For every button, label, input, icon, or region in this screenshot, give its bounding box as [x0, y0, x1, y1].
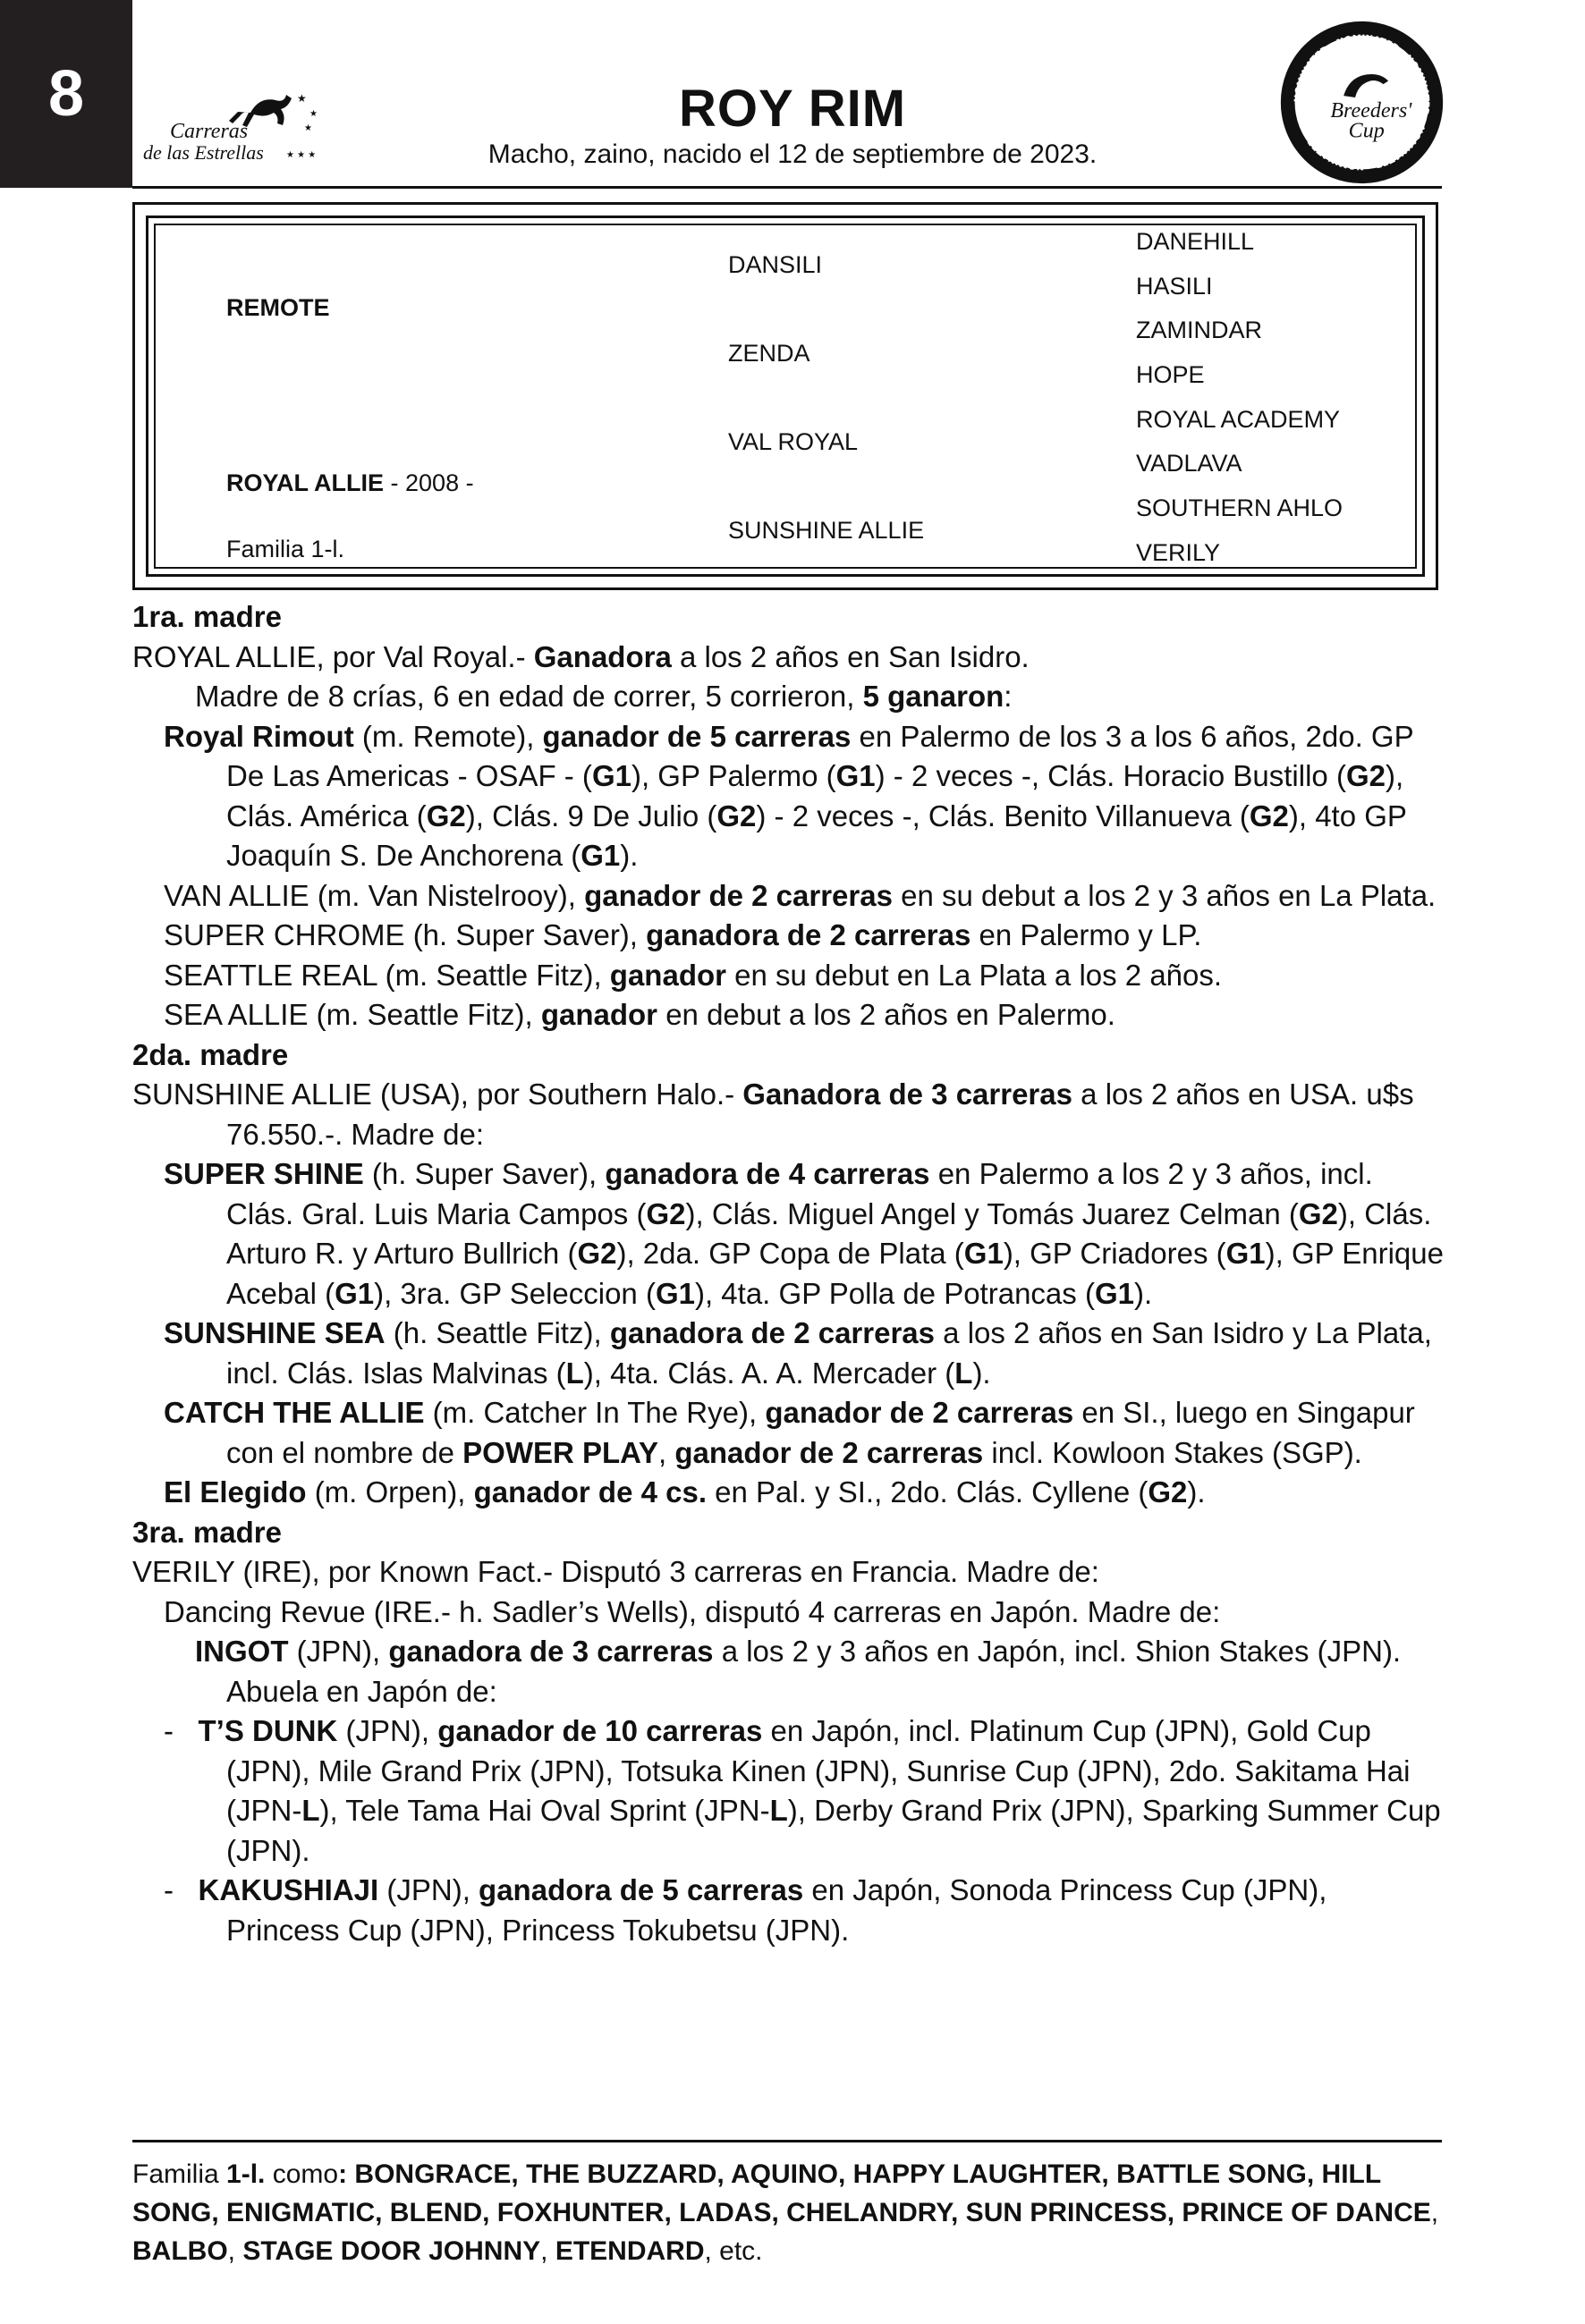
pedigree-dam-year: - 2008 - — [384, 469, 474, 496]
pedigree-dam-line — [226, 469, 474, 497]
family-text — [132, 597, 1447, 1950]
third-dam-heading: 3ra. madre — [132, 1515, 282, 1549]
pedigree-dam: ROYAL ALLIE — [226, 469, 385, 496]
logo-text-cup: Cup — [1348, 119, 1385, 143]
family-footer: Familia 1-l. como: BONGRACE, THE BUZZARD, AQUINO, HAPPY LAUGHTER, BATTLE SONG, HILL SONG, ENIGMATIC, BLEND, FOXHUNTER, LADAS, CHELANDRY, SUN PRINCESS, PRINCE OF DANCE, BALBO, STAGE DOOR JOHNNY, ETENDARD, etc. — [132, 2159, 1439, 2266]
produce-entry: SUPER SHINE (h. Super Saver), ganadora de 4 carreras en Palermo a los 2 y 3 años, incl. Clás. Gral. Luis Maria Campos (G2), Clás. Miguel Angel y Tomás Juarez Celman (G2), Clás. Arturo R. y Arturo Bullrich (G2), 2da. GP Copa de Plata (G1), GP Criadores (G1), GP Enrique Acebal (G1), 3ra. GP Seleccion (G1), 4ta. GP Polla de Potrancas (G1). — [164, 1157, 1444, 1310]
produce-entry: Dancing Revue (IRE.- h. Sadler’s Wells), disputó 4 carreras en Japón. Madre de: — [164, 1594, 1221, 1628]
produce-entry: SUPER CHROME (h. Super Saver), ganadora de 2 carreras en Palermo y LP. — [164, 918, 1202, 951]
pedigree-sire-sire: DANSILI — [728, 251, 823, 278]
produce-entry: VAN ALLIE (m. Van Nistelrooy), ganador de 2 carreras en su debut a los 2 y 3 años en La Plata. — [164, 878, 1437, 912]
pedigree-dam-sire: VAL ROYAL — [728, 428, 859, 455]
pedigree-gen3-item: VADLAVA — [1136, 450, 1242, 477]
pedigree-family: Familia 1-l. — [226, 536, 345, 562]
logo-text-breeders: Breeders' — [1330, 99, 1412, 123]
produce-entry: CATCH THE ALLIE (m. Catcher In The Rye), ganador de 2 carreras en SI., luego en Singapur con el nombre de POWER PLAY, ganador de 2 carreras incl. Kowloon Stakes (SGP). — [164, 1396, 1415, 1469]
logo-text-estrellas: de las Estrellas — [143, 141, 264, 164]
produce-entry: INGOT (JPN), ganadora de 3 carreras a los 2 y 3 años en Japón, incl. Shion Stakes (JPN). Abuela en Japón de: — [195, 1635, 1402, 1708]
first-dam-produce: Madre de 8 crías, 6 en edad de correr, 5 corrieron, 5 ganaron: — [195, 680, 1013, 713]
produce-entry: El Elegido (m. Orpen), ganador de 4 cs. en Pal. y SI., 2do. Clás. Cyllene (G2). — [164, 1475, 1206, 1508]
produce-entry: SEATTLE REAL (m. Seattle Fitz), ganador en su debut en La Plata a los 2 años. — [164, 958, 1223, 992]
produce-entry: SEA ALLIE (m. Seattle Fitz), ganador en debut a los 2 años en Palermo. — [164, 998, 1115, 1031]
pedigree-table — [132, 202, 1438, 590]
pedigree-gen3-item: VERILY — [1136, 539, 1221, 566]
svg-text:★: ★ — [304, 123, 312, 133]
pedigree-gen3-item: DANEHILL — [1136, 228, 1255, 255]
top-divider — [132, 186, 1442, 189]
lot-number: 8 — [47, 58, 85, 130]
produce-entry: - T’S DUNK (JPN), ganador de 10 carreras en Japón, incl. Platinum Cup (JPN), Gold Cup (JPN), Mile Grand Prix (JPN), Totsuka Kinen (JPN), Sunrise Cup (JPN), 2do. Sakitama Hai (JPN-L), Tele Tama Hai Oval Sprint (JPN-L), Derby Grand Prix (JPN), Sparking Summer Cup (JPN). — [164, 1714, 1441, 1867]
pedigree-sire-dam: ZENDA — [728, 340, 810, 367]
bottom-divider — [132, 2140, 1442, 2142]
second-dam-intro: SUNSHINE ALLIE (USA), por Southern Halo.- Ganadora de 3 carreras a los 2 años en USA. u$s 76.550.-. Madre de: — [132, 1077, 1414, 1151]
svg-text:★: ★ — [309, 109, 318, 119]
produce-entry: Royal Rimout (m. Remote), ganador de 5 carreras en Palermo de los 3 a los 6 años, 2do. GP De Las Americas - OSAF - (G1), GP Palermo (G1) - 2 veces -, Clás. Horacio Bustillo (G2), Clás. América (G2), Clás. 9 De Julio (G2) - 2 veces -, Clás. Benito Villanueva (G2), 4to GP Joaquín S. De Anchorena (G1). — [164, 719, 1414, 872]
pedigree-dam-dam: SUNSHINE ALLIE — [728, 517, 925, 544]
first-dam-intro: ROYAL ALLIE, por Val Royal.- Ganadora a los 2 años en San Isidro. — [132, 639, 1030, 673]
horse-description: Macho, zaino, nacido el 12 de septiembre de 2023. — [487, 139, 1098, 169]
pedigree-sire: REMOTE — [226, 294, 330, 321]
pedigree-gen3-item: HOPE — [1136, 361, 1205, 388]
produce-entry: SUNSHINE SEA (h. Seattle Fitz), ganadora de 2 carreras a los 2 años en San Isidro y La Plata, incl. Clás. Islas Malvinas (L), 4ta. Clás. A. A. Mercader (L). — [164, 1316, 1432, 1390]
pedigree-gen3-item: SOUTHERN AHLO — [1136, 494, 1343, 521]
nominated-ring-text: NOMINATED · NOMINATED · NOMINATED · NOMINATED · NOMINATED · — [1293, 33, 1431, 172]
produce-entry: - KAKUSHIAJI (JPN), ganadora de 5 carreras en Japón, Sonoda Princess Cup (JPN), Princess Cup (JPN), Princess Tokubetsu (JPN). — [164, 1873, 1327, 1947]
first-dam-heading: 1ra. madre — [132, 600, 282, 633]
horse-name: ROY RIM — [678, 80, 907, 138]
pedigree-gen3-item: ROYAL ACADEMY — [1136, 406, 1341, 433]
logo-text-carreras: Carreras — [170, 120, 249, 143]
pedigree-gen3-item: HASILI — [1136, 273, 1213, 300]
svg-text:★: ★ — [297, 92, 307, 105]
svg-text:★ ★ ★: ★ ★ ★ — [286, 150, 317, 160]
second-dam-heading: 2da. madre — [132, 1037, 289, 1071]
pedigree-gen3-item: ZAMINDAR — [1136, 317, 1262, 343]
third-dam-intro: VERILY (IRE), por Known Fact.- Disputó 3 carreras en Francia. Madre de: — [132, 1555, 1099, 1588]
